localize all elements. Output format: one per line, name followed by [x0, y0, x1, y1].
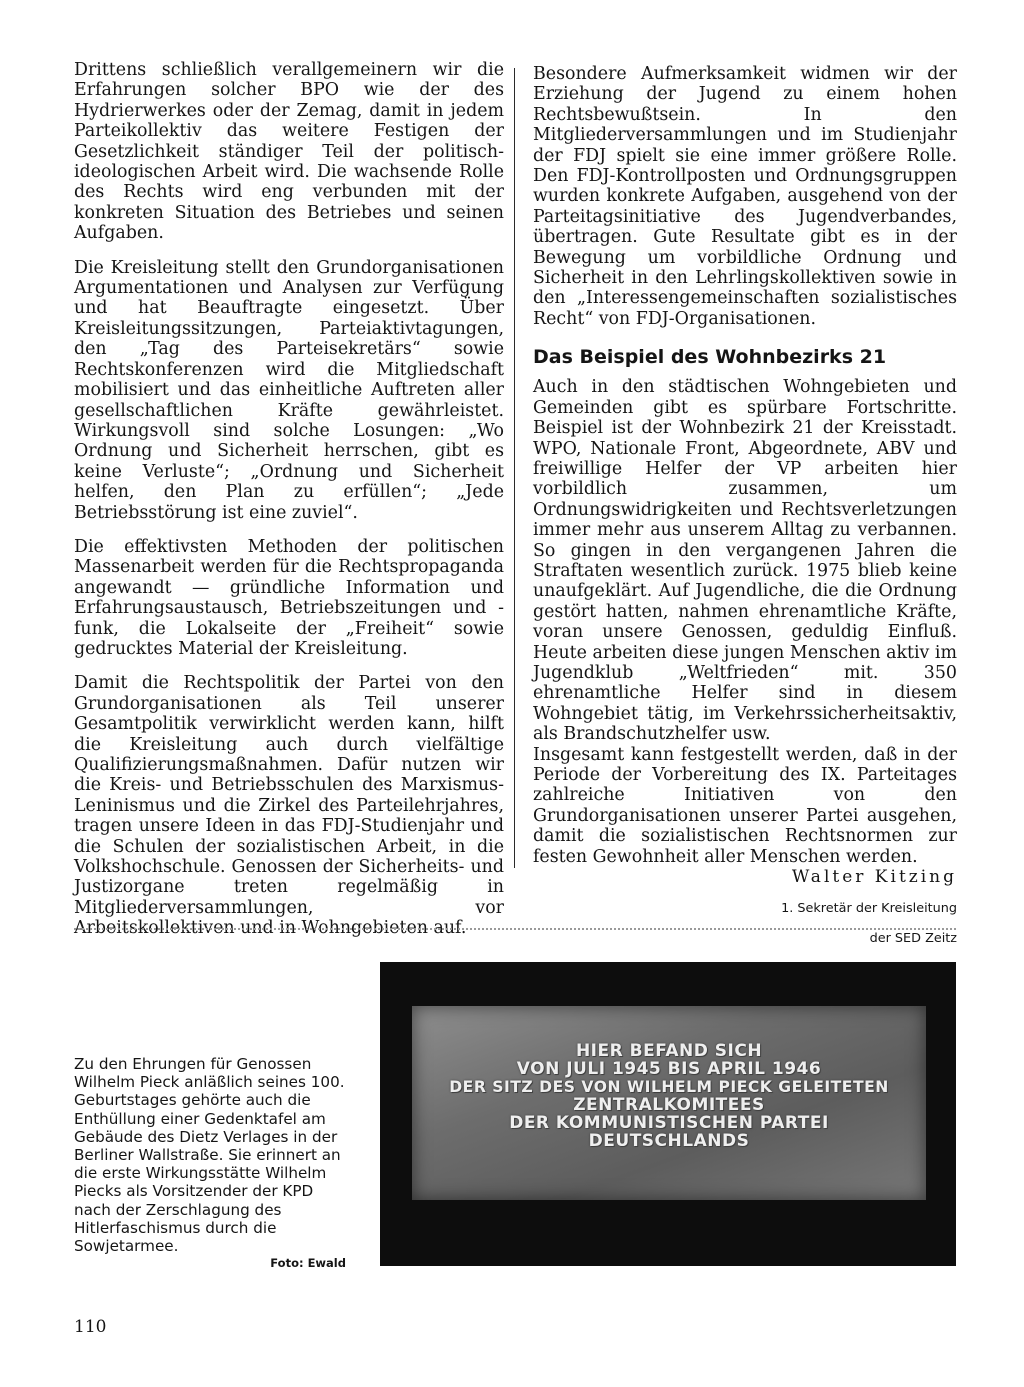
plaque-line: DEUTSCHLANDS [588, 1131, 750, 1151]
memorial-plaque-photo [380, 962, 956, 1266]
page-number: 110 [74, 1317, 107, 1337]
paragraph: Auch in den städtischen Wohngebieten und Gemeinden gibt es spürbare Fortschritte. Beispiel ist der Wohnbezirk 21 der Kreisstadt. WPO, Nationale Front, Abgeordnete, ABV und freiwillige Helfer der VP arbeiten hier vorbildlich zusammen, um Ordnungswidrigkeiten und Rechtsverletzungen immer mehr aus unserem Alltag zu verbannen. So gingen in den vergangenen Jahren die Straftaten wesentlich zurück. 1975 blieb keine unaufgeklärt. Auf Jugendliche, die die Ordnung gestört hatten, nahmen ehrenamtliche Kräfte, voran unsere Genossen, geduldig Einfluß. Heute arbeiten diese jungen Menschen aktiv im Jugendklub „Weltfrieden“ mit. 350 ehrenamtliche Helfer sind in diesem Wohngebiet tätig, im Verkehrssicherheitsaktiv, als Brandschutzhelfer usw. [533, 377, 957, 745]
author-name: Walter Kitzing [791, 867, 957, 888]
paragraph: Die Kreisleitung stellt den Grundorganisationen Argumentationen und Analysen zur Verfügung und hat Beauftragte eingesetzt. Über Kreisleitungssitzungen, Parteiaktivtagungen, den „Tag des Parteisekretärs“ sowie Rechtskonferenzen wird die Mitgliedschaft mobilisiert und das einheitliche Auftreten aller gesellschaftlichen Kräfte gewährleistet. Wirkungsvoll sind solche Losungen: „Wo Ordnung und Sicherheit herrschen, gibt es keine Verluste“; „Ordnung und Sicherheit helfen, den Plan zu erfüllen“; „Jede Betriebsstörung ist eine zuviel“. [74, 257, 504, 523]
column-divider [514, 68, 515, 868]
photo-credit: Foto: Ewald [270, 1256, 346, 1270]
paragraph: Besondere Aufmerksamkeit widmen wir der Erziehung der Jugend zu einem hohen Rechtsbewußtsein. In den Mitgliederversammlungen und im Studienjahr der FDJ spielt sie eine immer größere Rolle. Den FDJ-Kontrollposten und Ordnungsgruppen wurden konkrete Aufgaben, ausgehend von der Parteitagsinitiative des Jugendverbandes, übertragen. Gute Resultate gibt es in der Bewegung um vorbildliche Ordnung und Sicherheit in den Lehrlingskollektiven sowie in den „Interessengemeinschaften sozialistisches Recht“ von FDJ-Organisationen. [533, 64, 957, 329]
plaque-line: VON JULI 1945 BIS APRIL 1946 [516, 1059, 822, 1079]
memorial-plaque [412, 1006, 926, 1200]
paragraph: Insgesamt kann festgestellt werden, daß in der Periode der Vorbereitung des IX. Parteitages zahlreiche Initiativen von den Grundorganisationen unserer Partei ausgehen, damit die sozialistischen Rechtsnormen zur festen Gewohnheit aller Menschen werden. [533, 744, 957, 867]
plaque-line: DER SITZ DES VON WILHELM PIECK GELEITETEN [449, 1078, 889, 1096]
plaque-line: ZENTRALKOMITEES [573, 1095, 765, 1115]
photo-caption: Zu den Ehrungen für Genossen Wilhelm Pieck anläßlich seines 100. Geburtstages gehörte auch die Enthüllung einer Gedenktafel am Gebäude des Dietz Verlages in der Berliner Wallstraße. Sie erinnert an die erste Wirkungsstätte Wilhelm Piecks als Vorsitzender der KPD nach der Zerschlagung des Hitlerfaschismus durch die Sowjetarmee. [74, 1055, 345, 1256]
author-role: 1. Sekretär der Kreisleitung [781, 901, 957, 917]
author-affiliation: der SED Zeitz [869, 931, 957, 947]
paragraph: Die effektivsten Methoden der politischen Massenarbeit werden für die Rechtspropaganda angewandt — gründliche Information und Erfahrungsaustausch, Betriebszeitungen und -funk, die Lokalseite der „Freiheit“ sowie gedrucktes Material der Kreisleitung. [74, 536, 504, 659]
paragraph: Drittens schließlich verallgemeinern wir die Erfahrungen solcher BPO wie der des Hydrierwerkes oder der Zemag, damit in jedem Parteikollektiv das weitere Festigen der Gesetzlichkeit ständiger Teil der politisch-ideologischen Arbeit wird. Die wachsende Rolle des Rechts wird eng verbunden mit der konkreten Situation des Betriebes und seinen Aufgaben. [74, 60, 504, 244]
paragraph: Damit die Rechtspolitik der Partei von den Grundorganisationen als Teil unserer Gesamtpolitik verwirklicht werden kann, hilft die Kreisleitung auch durch vielfältige Qualifizierungsmaßnahmen. Dafür nutzen wir die Kreis- und Betriebsschulen des Marxismus-Leninismus und die Zirkel des Parteilehrjahres, tragen unsere Ideen in das FDJ-Studienjahr und die Schulen der sozialistischen Arbeit, in die Volkshochschule. Genossen der Sicherheits- und Justizorgane treten regelmäßig in Mitgliederversammlungen, vor Arbeitskollektiven und in Wohngebieten auf. [74, 673, 504, 939]
plaque-inscription [412, 1042, 926, 1150]
section-heading: Das Beispiel des Wohnbezirks 21 [533, 346, 887, 369]
article-left-column [74, 60, 504, 953]
plaque-line: HIER BEFAND SICH [575, 1041, 763, 1061]
article-right-column [533, 64, 957, 961]
section-separator [74, 928, 956, 930]
plaque-line: DER KOMMUNISTISCHEN PARTEI [509, 1113, 829, 1133]
